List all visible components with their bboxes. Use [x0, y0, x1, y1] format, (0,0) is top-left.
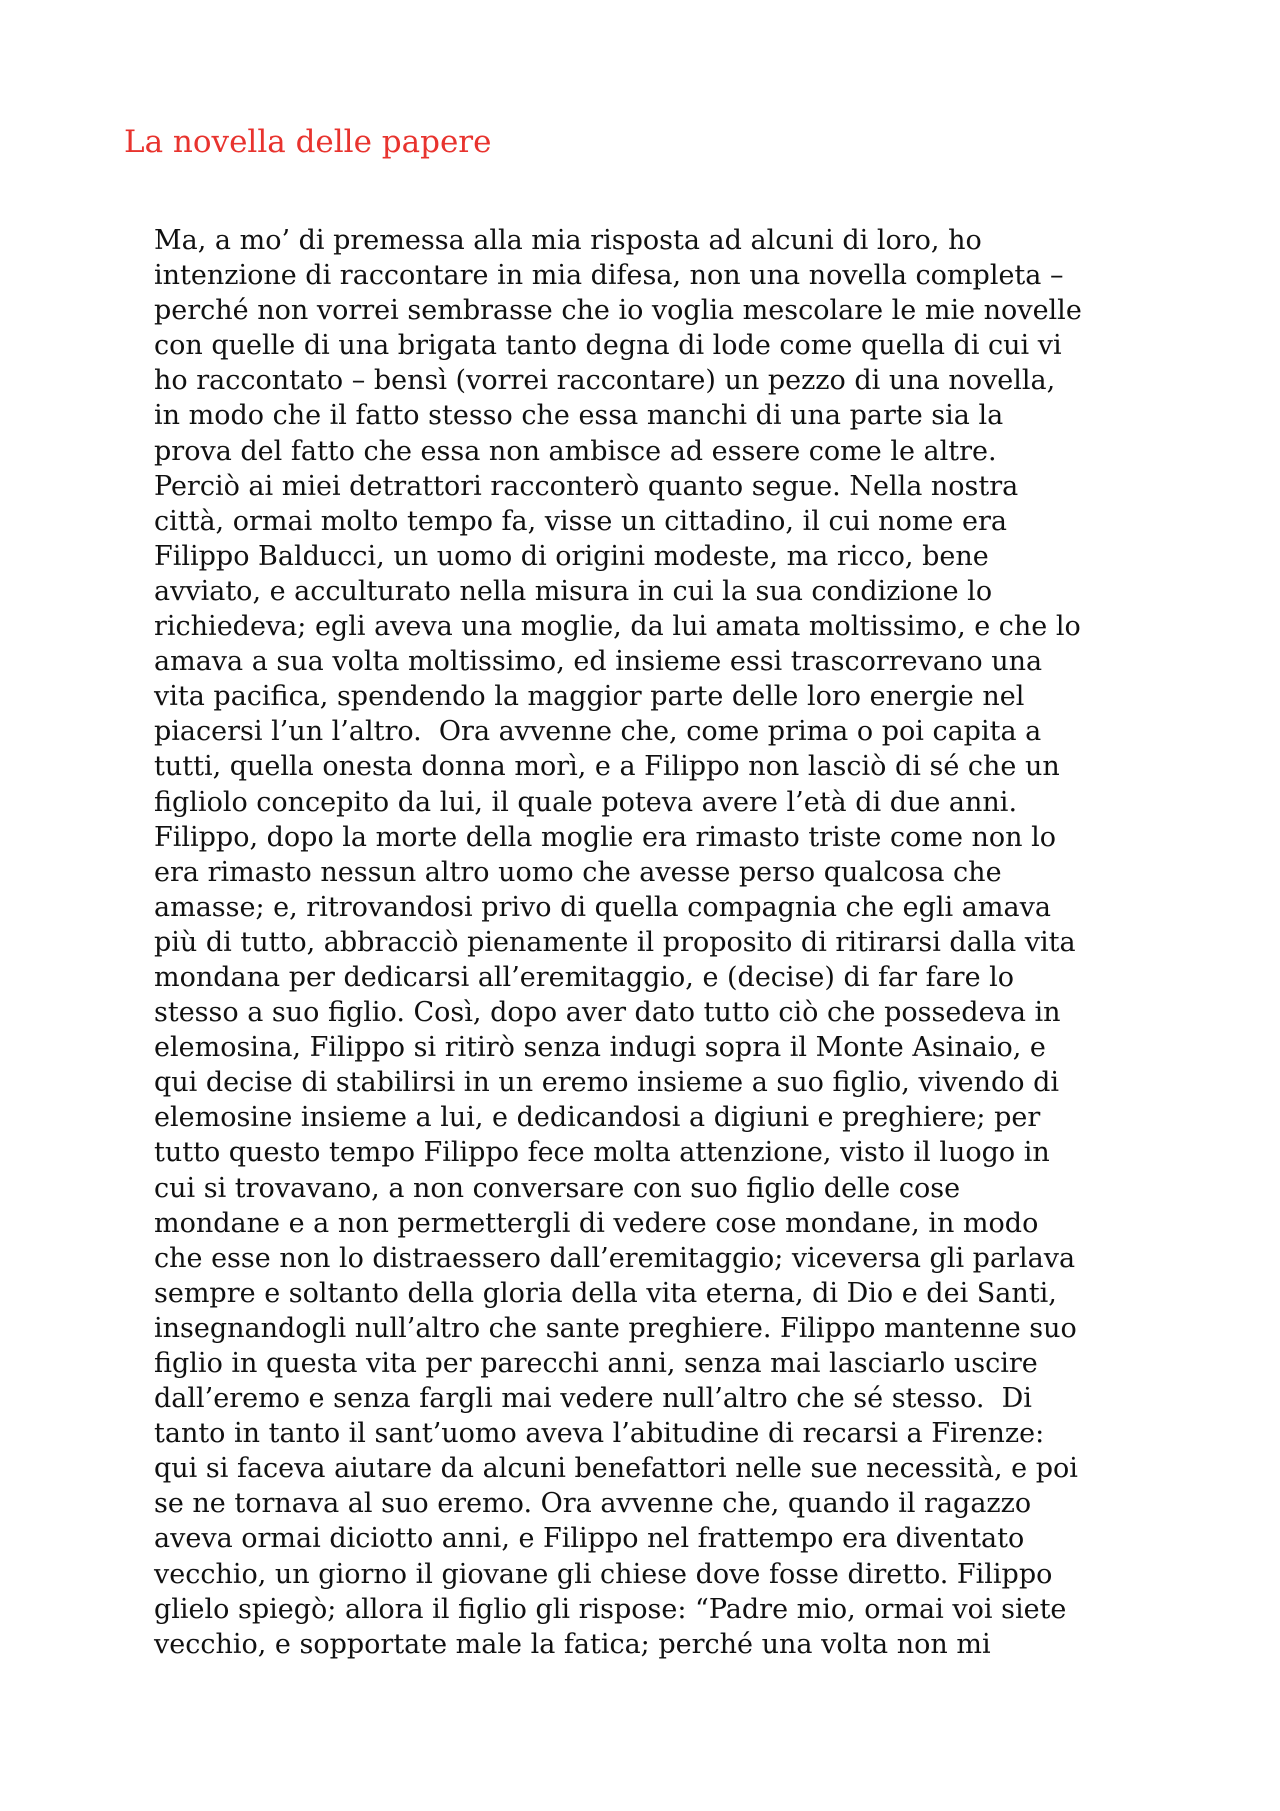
- body-line: con quelle di una brigata tanto degna di lode come quella di cui vi: [154, 330, 1062, 362]
- body-line: tutto questo tempo Filippo fece molta attenzione, visto il luogo in: [154, 1137, 1050, 1169]
- body-line: Perciò ai miei detrattori racconterò quanto segue. Nella nostra: [154, 470, 1019, 502]
- body-line: tanto in tanto il sant’uomo aveva l’abitudine di recarsi a Firenze:: [154, 1418, 1045, 1450]
- body-line: vecchio, un giorno il giovane gli chiese dove fosse diretto. Filippo: [154, 1558, 1053, 1590]
- body-line: più di tutto, abbracciò pienamente il proposito di ritirarsi dalla vita: [154, 926, 1076, 958]
- body-line: Ma, a mo’ di premessa alla mia risposta ad alcuni di loro, ho: [154, 225, 982, 256]
- body-line: prova del fatto che essa non ambisce ad essere come le altre.: [154, 435, 997, 467]
- body-line: cui si trovavano, a non conversare con suo figlio delle cose: [154, 1172, 961, 1204]
- document-body: [154, 223, 1194, 1662]
- body-line: richiedeva; egli aveva una moglie, da lui amata moltissimo, e che lo: [154, 611, 1081, 643]
- body-line: che esse non lo distraessero dall’eremitaggio; viceversa gli parlava: [154, 1242, 1076, 1274]
- body-line: intenzione di raccontare in mia difesa, non una novella completa –: [154, 260, 1064, 292]
- body-line: perché non vorrei sembrasse che io voglia mescolare le mie novelle: [154, 295, 1082, 327]
- body-line: dall’eremo e senza fargli mai vedere null’altro che sé stesso. Di: [154, 1383, 1032, 1415]
- body-line: città, ormai molto tempo fa, visse un cittadino, il cui nome era: [154, 505, 1007, 537]
- body-line: se ne tornava al suo eremo. Ora avvenne che, quando il ragazzo: [154, 1488, 1032, 1520]
- body-line: mondane e a non permettergli di vedere cose mondane, in modo: [154, 1207, 1039, 1239]
- body-line: aveva ormai diciotto anni, e Filippo nel frattempo era diventato: [154, 1523, 1025, 1555]
- body-line: Filippo Balducci, un uomo di origini modeste, ma ricco, bene: [154, 540, 989, 572]
- body-line: amasse; e, ritrovandosi privo di quella compagnia che egli amava: [154, 891, 1051, 923]
- body-line: vita pacifica, spendendo la maggior parte delle loro energie nel: [154, 681, 1025, 713]
- body-line: ho raccontato – bensì (vorrei raccontare) un pezzo di una novella,: [154, 365, 1056, 397]
- body-line: vecchio, e sopportate male la fatica; perché una volta non mi: [154, 1628, 991, 1660]
- document-title: La novella delle papere: [124, 124, 492, 160]
- body-line: elemosine insieme a lui, e dedicandosi a digiuni e preghiere; per: [154, 1102, 1041, 1134]
- body-line: amava a sua volta moltissimo, ed insieme essi trascorrevano una: [154, 646, 1043, 678]
- body-line: figliolo concepito da lui, il quale poteva avere l’età di due anni.: [154, 786, 1018, 818]
- body-line: qui si faceva aiutare da alcuni benefattori nelle sue necessità, e poi: [154, 1453, 1078, 1485]
- body-line: elemosina, Filippo si ritirò senza indugi sopra il Monte Asinaio, e: [154, 1032, 1046, 1064]
- body-line: insegnandogli null’altro che sante preghiere. Filippo mantenne suo: [154, 1312, 1077, 1344]
- body-line: mondana per dedicarsi all’eremitaggio, e (decise) di far fare lo: [154, 961, 1015, 993]
- body-line: era rimasto nessun altro uomo che avesse perso qualcosa che: [154, 856, 1002, 888]
- body-line: sempre e soltanto della gloria della vita eterna, di Dio e dei Santi,: [154, 1277, 1057, 1309]
- body-line: Filippo, dopo la morte della moglie era rimasto triste come non lo: [154, 821, 1057, 853]
- body-line: figlio in questa vita per parecchi anni, senza mai lasciarlo uscire: [154, 1348, 1038, 1379]
- body-line: in modo che il fatto stesso che essa manchi di una parte sia la: [154, 400, 1004, 432]
- body-line: piacersi l’un l’altro. Ora avvenne che, come prima o poi capita a: [154, 716, 1042, 748]
- body-line: glielo spiegò; allora il figlio gli rispose: “Padre mio, ormai voi siete: [154, 1593, 1067, 1625]
- body-line: stesso a suo figlio. Così, dopo aver dato tutto ciò che possedeva in: [154, 997, 1061, 1029]
- body-line: tutti, quella onesta donna morì, e a Filippo non lasciò di sé che un: [154, 751, 1060, 783]
- body-line: avviato, e acculturato nella misura in cui la sua condizione lo: [154, 575, 993, 607]
- body-line: qui decise di stabilirsi in un eremo insieme a suo figlio, vivendo di: [154, 1067, 1060, 1099]
